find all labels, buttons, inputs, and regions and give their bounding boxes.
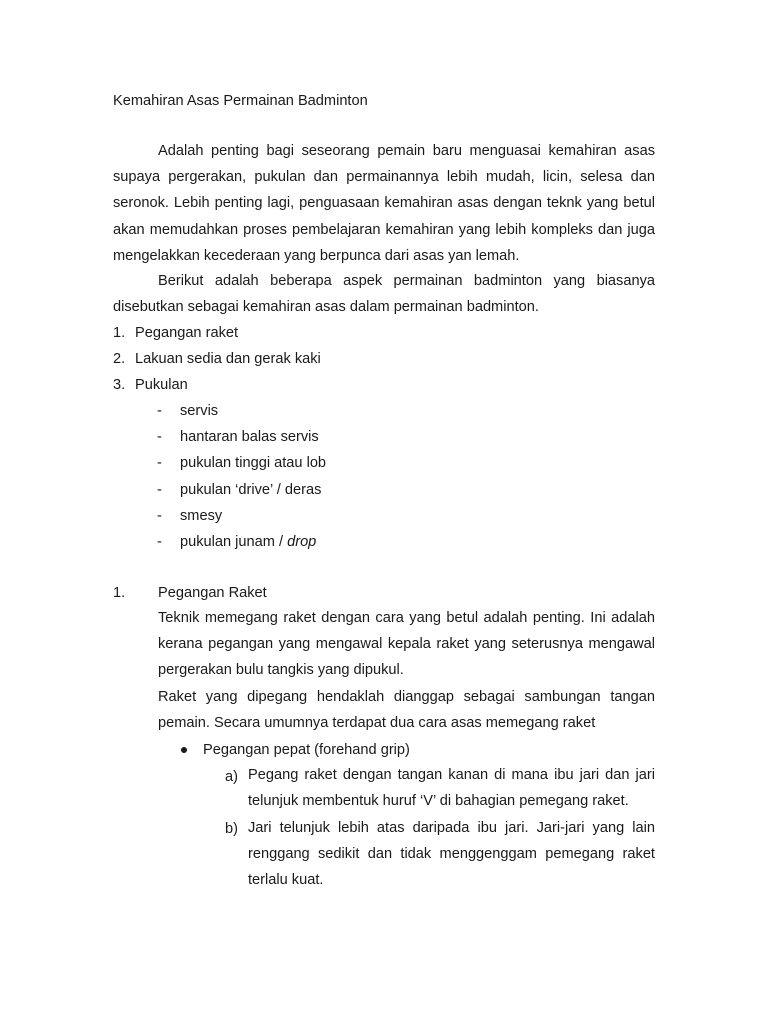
list-item: pukulan tinggi atau lob (180, 455, 327, 471)
list-item-italic: drop (287, 534, 317, 550)
section-number: 1. (113, 585, 126, 601)
dash-marker: - (157, 455, 162, 471)
list-item (180, 532, 316, 552)
sub-item-label: a) (225, 769, 238, 785)
section-paragraph: Raket yang dipegang hendaklah dianggap sebagai sambungan tangan pemain. Secara umumnya terdapat dua cara asas memegang raket (158, 689, 655, 732)
sub-item-label: b) (225, 821, 238, 837)
list-number: 1. (113, 325, 126, 341)
dash-marker: - (157, 534, 162, 550)
section-heading: Pegangan Raket (158, 585, 267, 601)
dash-marker: - (157, 482, 162, 498)
list-number: 3. (113, 377, 126, 393)
list-item: Pegangan raket (135, 325, 239, 341)
dash-marker: - (157, 429, 162, 445)
document-title: Kemahiran Asas Permainan Badminton (113, 93, 368, 109)
list-item: smesy (180, 508, 223, 524)
sub-item-text: Jari telunjuk lebih atas daripada ibu jari. Jari-jari yang lain renggang sedikit dan tidak menggenggam pemegang raket terlalu kuat. (248, 820, 655, 889)
list-item: Pukulan (135, 377, 188, 393)
sub-item-text: Pegang raket dengan tangan kanan di mana ibu jari dan jari telunjuk membentuk huruf ‘V’ di bahagian pemegang raket. (248, 767, 655, 810)
aspects-paragraph: Berikut adalah beberapa aspek permainan badminton yang biasanya disebutkan sebagai kemahiran asas dalam permainan badminton. (113, 273, 655, 316)
list-item: hantaran balas servis (180, 429, 319, 445)
list-item: servis (180, 403, 219, 419)
dash-marker: - (157, 508, 162, 524)
list-number: 2. (113, 351, 126, 367)
intro-paragraph: Adalah penting bagi seseorang pemain baru menguasai kemahiran asas supaya pergerakan, pukulan dan permainannya lebih mudah, licin, selesa dan seronok. Lebih penting lagi, penguasaan kemahiran asas dengan teknk yang betul akan memudahkan proses pembelajaran kemahiran yang lebih kompleks dan juga mengelakkan kecederaan yang berpunca dari asas yan lemah. (113, 143, 655, 264)
bullet-icon (181, 747, 187, 753)
list-item-text: pukulan junam / (180, 534, 288, 550)
bullet-item: Pegangan pepat (forehand grip) (203, 742, 410, 758)
section-paragraph: Teknik memegang raket dengan cara yang betul adalah penting. Ini adalah kerana pegangan yang mengawal kepala raket yang seterusnya mengawal pergerakan bulu tangkis yang dipukul. (158, 610, 655, 679)
dash-marker: - (157, 403, 162, 419)
list-item: Lakuan sedia dan gerak kaki (135, 351, 321, 367)
list-item: pukulan ‘drive’ / deras (180, 482, 322, 498)
